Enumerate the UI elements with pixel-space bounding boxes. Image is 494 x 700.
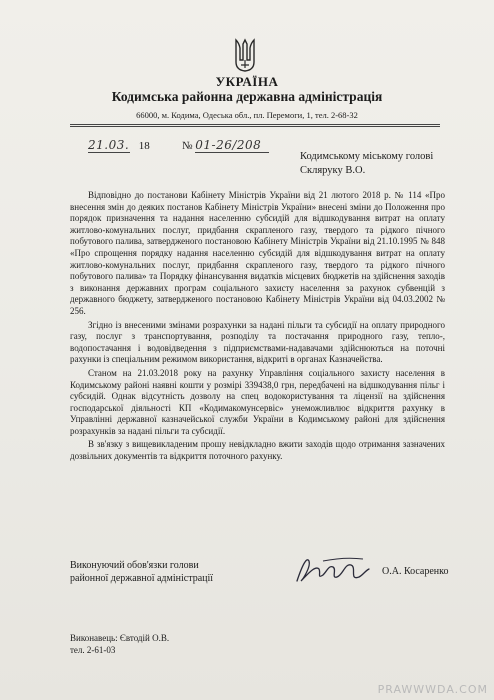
signatory-name: О.А. Косаренко [382,566,449,577]
trident-emblem-icon [234,38,256,72]
registration-number-prefix: № [182,140,193,152]
addressee-line-1: Кодимському міському голові [300,151,434,162]
letter-body [70,190,445,465]
registration-date: 21.03. [88,138,130,152]
executor-phone: тел. 2-61-03 [70,645,116,655]
signatory-title-line-2: районної державної адміністрації [70,573,214,584]
registration-date-field [88,138,150,153]
executor-block [70,632,169,656]
watermark: PRAWWWDA.COM [377,683,488,696]
signatory-title [70,559,213,585]
addressee-line-2: Скляруку В.О. [300,165,366,176]
organization-title: Кодимська районна державна адміністрація [111,89,383,104]
paragraph: В зв'язку з вищевикладеним прошу невідкладно вжити заходів щодо отримання зазначених дозвільних документів та відкриття поточного рахунку. [70,439,445,462]
executor-name: Виконавець: Євтодій О.В. [70,633,170,643]
registration-number-field [182,138,269,153]
registration-year: 18 [138,140,150,152]
paragraph: Відповідно до постанови Кабінету Міністрів України від 21 лютого 2018 р. № 114 «Про внесення змін до деяких постанов Кабінету Міністрів України» внесені зміни до Положення про порядок призначення та надання населенню субсидій для відшкодування витрат на оплату житлово-комунальних послуг, придбання скрапленого газу, твердого та рідкого пічного побутового палива, затвердженого постановою Кабінету Міністрів України від 21.10.1995 № 848 «Про спрощення порядку надання населенню субсидій для відшкодування витрат на оплату житлово-комунальних послуг, придбання скрапленого газу, твердого та рідкого пічного побутового палива» та Порядку фінансування видатків місцевих бюджетів на здійснення заходів з виконання державних програм соціального захисту населення за рахунок субвенцій з державного бюджету, затвердженого постановою Кабінету Міністрів України від 04.03.2002 № 256. [70,190,445,316]
header-divider-top [70,124,440,125]
paragraph: Згідно із внесеними змінами розрахунки за надані пільги та субсидії на оплату природного газу, послуг з транспортування, розподілу та постачання природного газу, тепло-, водопостачання і водовідведення з підприємствами-надавачами здійснюються на поточні рахунки із спеціальним режимом використання, відкриті в органах Казначейства. [70,319,445,365]
addressee-block [300,150,433,178]
country-title: УКРАЇНА [215,74,279,89]
signatory-title-line-1: Виконуючий обов'язки голови [70,560,199,571]
organization-address: 66000, м. Кодима, Одеська обл., пл. Перемоги, 1, тел. 2-68-32 [136,110,358,120]
paragraph: Станом на 21.03.2018 року на рахунку Управління соціального захисту населення в Кодимському районі наявні кошти у розмірі 339438,0 грн, передбачені на відшкодування пільг і субсидій. Однак відсутність дозволу на спец водокористування та ліцензії на здійснення господарської діяльності КП «Кодимакомунсервіс» унеможливлює відкриття рахунку в Управлінні державної казначейської служби України в Кодимському районі для здійснення розрахунків за надані пільги та субсидії. [70,367,445,436]
handwritten-signature-icon [293,553,371,587]
registration-number: 01-26/208 [195,138,269,153]
header-divider-bottom [70,126,440,127]
